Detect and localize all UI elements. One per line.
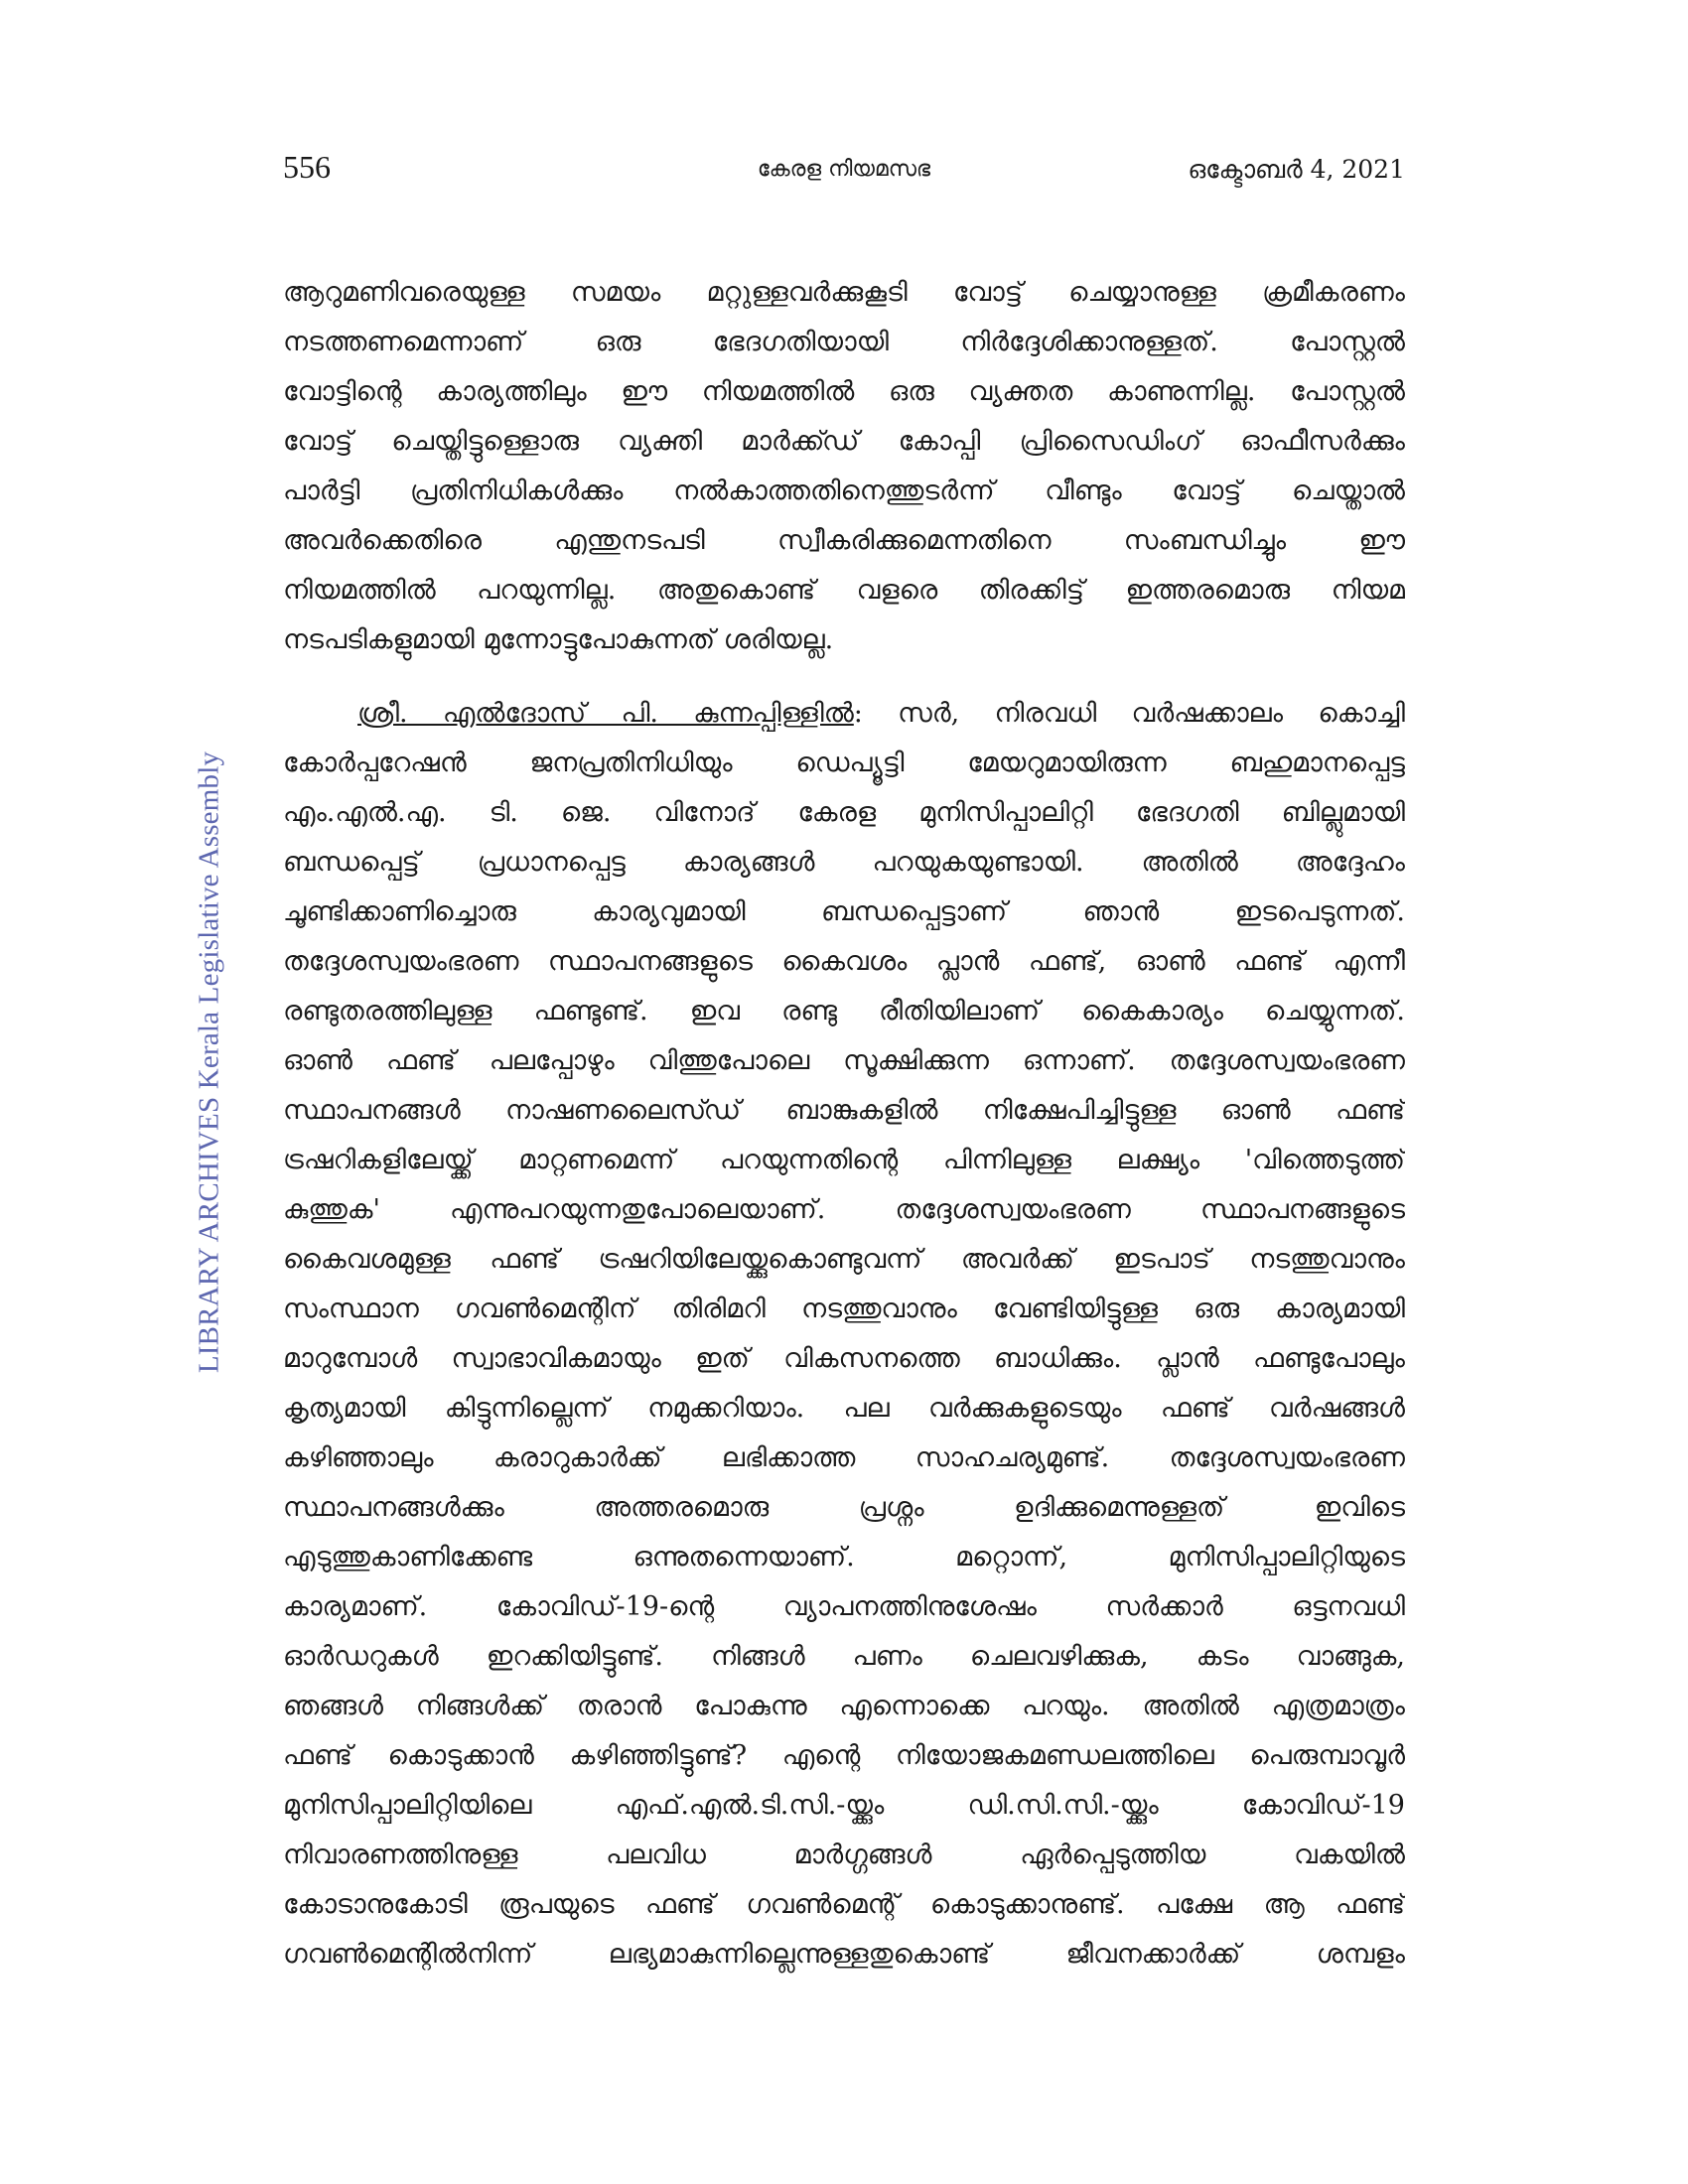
text-line: കുത്തുക' എന്നുപറയുന്നതുപോലെയാണ്. തദ്ദേശസ്വയംഭരണ സ്ഥാപനങ്ങളുടെ <box>283 1194 1405 1225</box>
text-line: ഞങ്ങൾ നിങ്ങൾക്ക് തരാൻ പോകുന്നു എന്നൊക്കെ പറയും. അതിൽ എത്രമാത്രം <box>283 1691 1405 1721</box>
text-line: തദ്ദേശസ്വയംഭരണ സ്ഥാപനങ്ങളുടെ കൈവശം പ്ലാൻ ഫണ്ട്, ഓൺ ഫണ്ട് എന്നീ <box>283 946 1405 977</box>
text-line: ബന്ധപ്പെട്ട് പ്രധാനപ്പെട്ട കാര്യങ്ങൾ പറയുകയുണ്ടായി. അതിൽ അദ്ദേഹം <box>283 847 1405 878</box>
text-line: കാര്യമാണ്. കോവിഡ്-19-ന്റെ വ്യാപനത്തിനുശേഷം സർക്കാർ ഒട്ടനവധി <box>283 1591 1405 1622</box>
text-line: രണ്ടുതരത്തിലുള്ള ഫണ്ടുണ്ട്. ഇവ രണ്ടു രീതിയിലാണ് കൈകാര്യം ചെയ്യുന്നത്. <box>283 996 1405 1026</box>
header-date: ഒക്ടോബർ 4, 2021 <box>1188 155 1405 184</box>
text-line: എം.എൽ.എ. ടി. ജെ. വിനോദ് കേരള മുനിസിപ്പാലിറ്റി ഭേദഗതി ബില്ലുമായി <box>283 797 1405 828</box>
text-line: സംസ്ഥാന ഗവൺമെന്റിന് തിരിമറി നടത്തുവാനും വേണ്ടിയിട്ടുള്ള ഒരു കാര്യമായി <box>283 1294 1405 1324</box>
text-line: നിയമത്തിൽ പറയുന്നില്ല. അതുകൊണ്ട് വളരെ തിരക്കിട്ട് ഇത്തരമൊരു നിയമ <box>283 575 1405 606</box>
text-line: നടപടികളുമായി മുന്നോട്ടുപോകുന്നത് ശരിയല്ല. <box>283 624 834 655</box>
speaker-name: ശ്രീ. എൽദോസ് പി. കുന്നപ്പിള്ളിൽ <box>357 698 854 729</box>
text-line: ഓൺ ഫണ്ട് പലപ്പോഴും വിത്തുപോലെ സൂക്ഷിക്കുന്ന ഒന്നാണ്. തദ്ദേശസ്വയംഭരണ <box>283 1045 1405 1076</box>
text-line: വോട്ടിന്റെ കാര്യത്തിലും ഈ നിയമത്തിൽ ഒരു വ്യക്തത കാണുന്നില്ല. പോസ്റ്റൽ <box>283 376 1405 407</box>
text-line: മുനിസിപ്പാലിറ്റിയിലെ എഫ്.എൽ.ടി.സി.-യ്ക്കും ഡി.സി.സി.-യ്ക്കും കോവിഡ്-19 <box>283 1790 1405 1821</box>
paragraph-2 <box>283 689 1405 1979</box>
text-line: അവർക്കെതിരെ എന്തുനടപടി സ്വീകരിക്കുമെന്നതിനെ സംബന്ധിച്ചും ഈ <box>283 525 1405 556</box>
text-line: കോടാനുകോടി രൂപയുടെ ഫണ്ട് ഗവൺമെന്റ് കൊടുക്കാനുണ്ട്. പക്ഷേ ആ ഫണ്ട് <box>283 1889 1405 1920</box>
text-line: നിവാരണത്തിനുള്ള പലവിധ മാർഗ്ഗങ്ങൾ ഏർപ്പെടുത്തിയ വകയിൽ <box>283 1840 1405 1870</box>
text-line: കൃത്യമായി കിട്ടുന്നില്ലെന്ന് നമുക്കറിയാം. പല വർക്കുകളുടെയും ഫണ്ട് വർഷങ്ങൾ <box>283 1393 1405 1424</box>
speech-opening-text: : സർ, നിരവധി വർഷക്കാലം കൊച്ചി <box>853 698 1405 729</box>
paragraph-1 <box>283 268 1405 665</box>
archive-watermark: LIBRARY ARCHIVES Kerala Legislative Assembly <box>193 751 225 1374</box>
text-line: സ്ഥാപനങ്ങൾ നാഷണലൈസ്ഡ് ബാങ്കുകളിൽ നിക്ഷേപിച്ചിട്ടുള്ള ഓൺ ഫണ്ട് <box>283 1095 1405 1126</box>
text-line: നടത്തണമെന്നാണ് ഒരു ഭേദഗതിയായി നിർദ്ദേശിക്കാനുള്ളത്. പോസ്റ്റൽ <box>283 327 1405 357</box>
page-number: 556 <box>283 149 331 185</box>
text-line: പാർട്ടി പ്രതിനിധികൾക്കും നൽകാത്തതിനെത്തുടർന്ന് വീണ്ടും വോട്ട് ചെയ്താൽ <box>283 476 1405 506</box>
text-line: കൈവശമുള്ള ഫണ്ട് ട്രഷറിയിലേയ്ക്കുകൊണ്ടുവന്ന് അവർക്ക് ഇടപാട് നടത്തുവാനും <box>283 1244 1405 1275</box>
text-line: വോട്ട് ചെയ്തിട്ടുള്ളൊരു വ്യക്തി മാർക്ക്ഡ് കോപ്പി പ്രിസൈഡിംഗ് ഓഫീസർക്കും <box>283 426 1405 457</box>
text-line: ഫണ്ട് കൊടുക്കാൻ കഴിഞ്ഞിട്ടുണ്ട്? എന്റെ നിയോജകമണ്ഡലത്തിലെ പെരുമ്പാവൂർ <box>283 1740 1405 1771</box>
text-line: എടുത്തുകാണിക്കേണ്ട ഒന്നുതന്നെയാണ്. മറ്റൊന്ന്, മുനിസിപ്പാലിറ്റിയുടെ <box>283 1542 1405 1572</box>
running-title: കേരള നിയമസഭ <box>757 157 931 182</box>
text-line: ആറുമണിവരെയുള്ള സമയം മറ്റുള്ളവർക്കുകൂടി വോട്ട് ചെയ്യാനുള്ള ക്രമീകരണം <box>283 277 1405 308</box>
text-line: ചൂണ്ടിക്കാണിച്ചൊരു കാര്യവുമായി ബന്ധപ്പെട്ടാണ് ഞാൻ ഇടപെടുന്നത്. <box>283 896 1405 927</box>
text-line: ഗവൺമെന്റിൽനിന്ന് ലഭ്യമാകുന്നില്ലെന്നുള്ളതുകൊണ്ട് ജീവനക്കാർക്ക് ശമ്പളം <box>283 1939 1405 1970</box>
text-line: മാറുമ്പോൾ സ്വാഭാവികമായും ഇത് വികസനത്തെ ബാധിക്കും. പ്ലാൻ ഫണ്ടുപോലും <box>283 1343 1405 1374</box>
document-body <box>283 268 1405 1979</box>
text-line: കഴിഞ്ഞാലും കരാറുകാർക്ക് ലഭിക്കാത്ത സാഹചര്യമുണ്ട്. തദ്ദേശസ്വയംഭരണ <box>283 1442 1405 1473</box>
text-line: കോർപ്പറേഷൻ ജനപ്രതിനിധിയും ഡെപ്യൂട്ടി മേയറുമായിരുന്ന ബഹുമാനപ്പെട്ട <box>283 748 1405 778</box>
text-line: സ്ഥാപനങ്ങൾക്കും അത്തരമൊരു പ്രശ്നം ഉദിക്കുമെന്നുള്ളത് ഇവിടെ <box>283 1492 1405 1523</box>
text-line: ട്രഷറികളിലേയ്ക്ക് മാറ്റണമെന്ന് പറയുന്നതിന്റെ പിന്നിലുള്ള ലക്ഷ്യം 'വിത്തെടുത്ത് <box>283 1145 1405 1175</box>
text-line: ഓർഡറുകൾ ഇറക്കിയിട്ടുണ്ട്. നിങ്ങൾ പണം ചെലവഴിക്കുക, കടം വാങ്ങുക, <box>283 1641 1405 1672</box>
page-header <box>283 149 1405 199</box>
speech-opening-line <box>283 689 1405 739</box>
